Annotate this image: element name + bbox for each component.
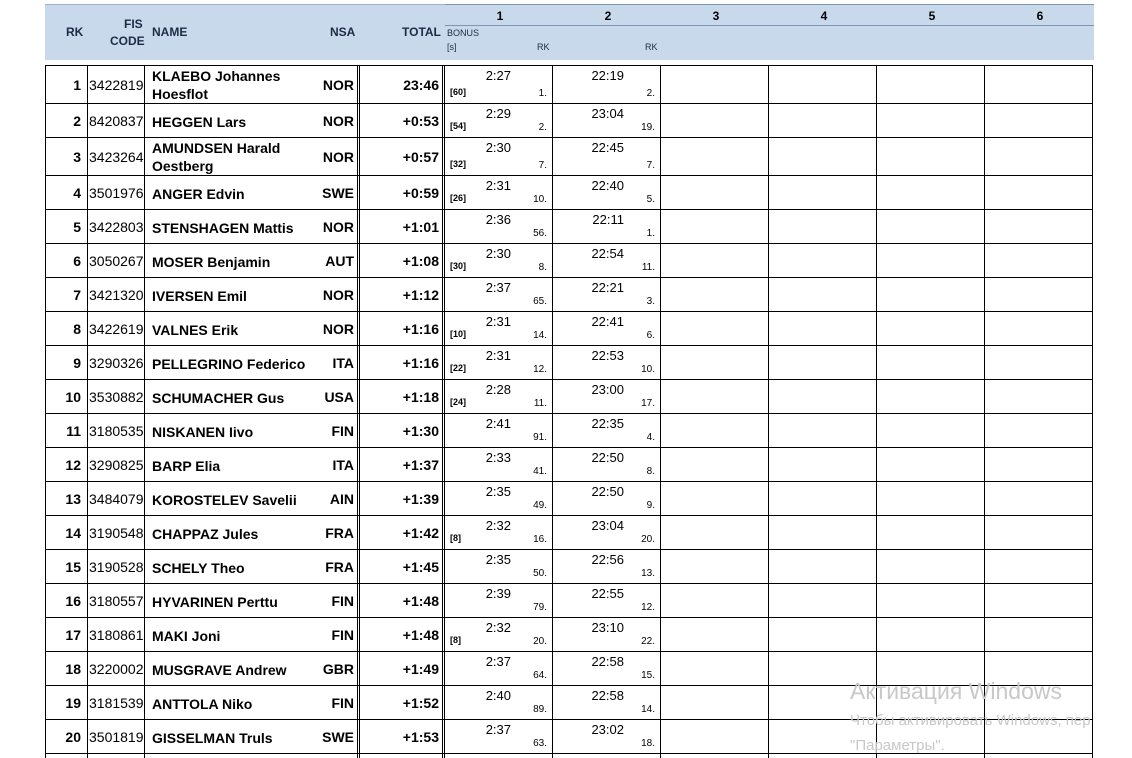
rank-cell: 18 (65, 661, 81, 677)
split1-time-cell: 2:40 (485, 688, 511, 703)
table-row (45, 244, 1093, 278)
split2-time-cell: 22:19 (591, 68, 624, 83)
split1-time-cell: 2:33 (485, 450, 511, 465)
split2-time-cell: 22:58 (591, 688, 624, 703)
athlete-name-cell: VALNES Erik (152, 322, 239, 338)
fis-code-cell: 3180535 (89, 423, 144, 439)
athlete-name-cell: ANTTOLA Niko (152, 696, 253, 712)
table-row (45, 584, 1093, 618)
fis-code-cell: 3181539 (89, 695, 144, 711)
split1-rank-cell: 79. (533, 602, 547, 613)
rank-cell: 3 (73, 149, 81, 165)
split2-rank-cell: 1. (646, 228, 655, 239)
header-col-6: 6 (1036, 9, 1044, 23)
split2-rank-cell: 4. (646, 432, 655, 443)
split2-time-cell: 22:11 (592, 212, 624, 227)
header-fis-line2: CODE (110, 34, 145, 48)
bonus-cell: [54] (450, 121, 467, 131)
athlete-name-cell: PELLEGRINO Federico (152, 356, 306, 372)
bonus-cell: [60] (450, 87, 467, 97)
bonus-cell: [30] (450, 261, 467, 271)
split2-time-cell: 23:04 (591, 106, 624, 121)
split2-rank-cell: 6. (646, 330, 655, 341)
fis-code-cell: 3190528 (89, 559, 144, 575)
table-row (45, 550, 1093, 584)
header-separator (445, 25, 1094, 26)
split1-rank-cell: 2. (538, 122, 547, 133)
table-row (45, 414, 1093, 448)
rank-cell: 7 (73, 287, 81, 303)
split2-time-cell: 22:35 (591, 416, 624, 431)
athlete-name-cell: KOROSTELEV Savelii (152, 492, 297, 508)
split1-time-cell: 2:27 (485, 68, 511, 83)
rank-cell: 2 (73, 113, 81, 129)
header-col-1: 1 (496, 9, 504, 23)
athlete-name-cell: HYVARINEN Perttu (152, 594, 278, 610)
split2-rank-cell: 9. (646, 500, 655, 511)
split1-rank-cell: 20. (533, 636, 547, 647)
split2-time-cell: 22:56 (591, 552, 624, 567)
table-row (45, 346, 1093, 380)
split1-rank-cell: 12. (533, 364, 547, 375)
split1-time-cell: 2:28 (485, 382, 511, 397)
fis-code-cell: 3220002 (89, 661, 144, 677)
split2-time-cell: 23:10 (591, 620, 624, 635)
nation-cell: NOR (322, 149, 354, 165)
split1-rank-cell: 63. (533, 738, 547, 749)
nation-cell: FRA (325, 559, 354, 575)
split1-time-cell: 2:31 (485, 314, 511, 329)
fis-code-cell: 3422803 (89, 219, 144, 235)
athlete-name-cell: IVERSEN Emil (152, 288, 247, 304)
split2-rank-cell: 12. (641, 602, 655, 613)
header-top-rule (445, 4, 1094, 5)
split1-rank-cell: 91. (533, 432, 547, 443)
header-col-4: 4 (820, 9, 828, 23)
split1-rank-cell: 10. (533, 194, 547, 205)
header-rk: RK (66, 25, 84, 39)
total-time-cell: +0:57 (402, 149, 439, 165)
athlete-name-cell: ANGER Edvin (152, 186, 245, 202)
split1-time-cell: 2:35 (485, 484, 511, 499)
rank-cell: 1 (73, 77, 81, 93)
rank-cell: 12 (65, 457, 81, 473)
athlete-name-cell: MUSGRAVE Andrew (152, 662, 287, 678)
watermark-title: Активация Windows (850, 678, 1062, 704)
nation-cell: SWE (322, 185, 354, 201)
athlete-name-cell: NISKANEN Iivo (152, 424, 254, 440)
bonus-cell: [8] (450, 635, 461, 645)
header-col-2: 2 (604, 9, 612, 23)
split1-rank-cell: 11. (533, 398, 547, 409)
header-col-3: 3 (712, 9, 720, 23)
nation-cell: NOR (322, 287, 354, 303)
split2-time-cell: 22:41 (591, 314, 624, 329)
table-row (45, 312, 1093, 346)
fis-code-cell: 3501819 (89, 729, 144, 745)
total-time-cell: +0:59 (402, 185, 439, 201)
split2-time-cell: 22:50 (591, 484, 624, 499)
split2-time-cell: 23:00 (591, 382, 624, 397)
fis-code-cell: 3422819 (89, 77, 144, 93)
total-time-cell: +1:48 (402, 593, 439, 609)
split2-rank-cell: 2. (646, 88, 655, 99)
total-time-cell: +1:49 (402, 661, 439, 677)
split1-rank-cell: 89. (533, 704, 547, 715)
nation-cell: FIN (331, 593, 354, 609)
total-time-cell: +1:52 (402, 695, 439, 711)
athlete-name-cell: CHAPPAZ Jules (152, 526, 259, 542)
rank-cell: 20 (65, 729, 81, 745)
bonus-cell: [26] (450, 193, 467, 203)
split1-rank-cell: 50. (533, 568, 547, 579)
total-time-cell: +1:42 (402, 525, 439, 541)
total-time-cell: +1:08 (402, 253, 439, 269)
bonus-cell: [22] (450, 363, 467, 373)
nation-cell: NOR (322, 113, 354, 129)
nation-cell: FRA (325, 525, 354, 541)
athlete-name-cell: MAKI Joni (152, 628, 221, 644)
table-row (45, 516, 1093, 550)
split2-time-cell: 23:02 (591, 722, 624, 737)
table-row (45, 138, 1093, 176)
split1-time-cell: 2:39 (485, 586, 511, 601)
split1-rank-cell: 56. (533, 228, 547, 239)
split2-time-cell: 22:21 (591, 280, 624, 295)
bonus-cell: [24] (450, 397, 467, 407)
split2-time-cell: 22:54 (591, 246, 624, 261)
fis-code-cell: 3484079 (89, 491, 144, 507)
split1-time-cell: 2:37 (485, 280, 511, 295)
bonus-cell: [10] (450, 329, 467, 339)
nation-cell: AUT (325, 253, 354, 269)
nation-cell: FIN (331, 627, 354, 643)
fis-code-cell: 3180861 (89, 627, 144, 643)
nation-cell: NOR (322, 219, 354, 235)
split2-rank-cell: 11. (641, 262, 655, 273)
nation-cell: ITA (332, 355, 354, 371)
fis-code-cell: 8420837 (89, 113, 144, 129)
split1-time-cell: 2:30 (485, 246, 511, 261)
athlete-name-cell: HEGGEN Lars (152, 114, 247, 130)
split1-rank-cell: 64. (533, 670, 547, 681)
split1-time-cell: 2:31 (485, 178, 511, 193)
nation-cell: FIN (331, 695, 354, 711)
table-row (45, 66, 1093, 104)
header-name: NAME (152, 25, 188, 39)
split2-time-cell: 23:04 (591, 518, 624, 533)
fis-code-cell: 3190548 (89, 525, 144, 541)
bonus-cell: [8] (450, 533, 461, 543)
total-time-cell: +1:12 (402, 287, 439, 303)
table-row (45, 176, 1093, 210)
split2-rank-cell: 22. (641, 636, 655, 647)
athlete-name-cell: BARP Elia (152, 458, 221, 474)
rank-cell: 19 (65, 695, 81, 711)
bonus-cell: [32] (450, 159, 467, 169)
total-time-cell: +1:39 (402, 491, 439, 507)
nation-cell: NOR (322, 321, 354, 337)
watermark-line1: Чтобы активировать Windows, пер (850, 712, 1091, 729)
nation-cell: NOR (322, 77, 354, 93)
split1-rank-cell: 8. (538, 262, 547, 273)
split1-time-cell: 2:32 (485, 518, 511, 533)
total-time-cell: +1:16 (402, 355, 439, 371)
fis-code-cell: 3050267 (89, 253, 144, 269)
rank-cell: 11 (66, 423, 81, 439)
split1-rank-cell: 65. (533, 296, 547, 307)
split2-rank-cell: 18. (641, 738, 655, 749)
split1-time-cell: 2:41 (485, 416, 511, 431)
header-bonus: BONUS (447, 28, 480, 38)
fis-code-cell: 3180557 (89, 593, 144, 609)
split2-rank-cell: 5. (646, 194, 655, 205)
rank-cell: 9 (73, 355, 81, 371)
header-bonus-unit: [s] (447, 42, 457, 52)
fis-code-cell: 3530882 (89, 389, 144, 405)
split1-rank-cell: 7. (538, 160, 547, 171)
split1-rank-cell: 16. (533, 534, 547, 545)
split1-rank-cell: 14. (533, 330, 547, 341)
fis-code-cell: 3423264 (89, 149, 144, 165)
split2-rank-cell: 15. (641, 670, 655, 681)
split1-time-cell: 2:37 (485, 722, 511, 737)
split2-time-cell: 22:55 (591, 586, 624, 601)
athlete-name-cell: GISSELMAN Truls (152, 730, 273, 746)
split2-rank-cell: 10. (641, 364, 655, 375)
total-time-cell: +1:16 (402, 321, 439, 337)
athlete-name-cell: MOSER Benjamin (152, 254, 271, 270)
header-rk-sub2: RK (645, 42, 658, 52)
rank-cell: 5 (73, 219, 81, 235)
nation-cell: FIN (331, 423, 354, 439)
table-row (45, 210, 1093, 244)
athlete-name-cell: STENSHAGEN Mattis (152, 220, 294, 236)
header-col-5: 5 (928, 9, 936, 23)
split2-rank-cell: 20. (641, 534, 655, 545)
fis-code-cell: 3290326 (89, 355, 144, 371)
split2-time-cell: 22:58 (591, 654, 624, 669)
table-row (45, 618, 1093, 652)
split2-rank-cell: 13. (641, 568, 655, 579)
nation-cell: AIN (329, 491, 354, 507)
split2-time-cell: 22:53 (591, 348, 624, 363)
total-time-cell: +1:53 (402, 729, 439, 745)
total-time-cell: +1:48 (402, 627, 439, 643)
table-row (45, 278, 1093, 312)
total-time-cell: +1:01 (402, 219, 439, 235)
athlete-name-cell: SCHELY Theo (152, 560, 245, 576)
rank-cell: 17 (65, 627, 81, 643)
split2-rank-cell: 19. (641, 122, 655, 133)
athlete-name-cell: KLAEBO Johannes Hoesflot (152, 68, 281, 102)
table-row (45, 482, 1093, 516)
header-total: TOTAL (402, 25, 441, 39)
rank-cell: 8 (73, 321, 81, 337)
split2-rank-cell: 14. (641, 704, 655, 715)
split1-rank-cell: 49. (533, 500, 547, 511)
nation-cell: ITA (332, 457, 354, 473)
header-fis-line1: FIS (124, 17, 143, 31)
table-row (45, 448, 1093, 482)
split1-time-cell: 2:32 (485, 620, 511, 635)
split1-time-cell: 2:37 (485, 654, 511, 669)
split2-rank-cell: 17. (641, 398, 655, 409)
total-time-cell: +1:18 (402, 389, 439, 405)
nation-cell: SWE (322, 729, 354, 745)
watermark-line2: "Параметры". (850, 737, 945, 754)
split2-time-cell: 22:40 (591, 178, 624, 193)
total-time-cell: 23:46 (403, 77, 439, 93)
total-time-cell: +1:30 (402, 423, 439, 439)
athlete-name-cell: SCHUMACHER Gus (152, 390, 285, 406)
split2-time-cell: 22:50 (591, 450, 624, 465)
athlete-name-cell: AMUNDSEN Harald Oestberg (152, 140, 281, 174)
rank-cell: 6 (73, 253, 81, 269)
rank-cell: 13 (65, 491, 81, 507)
rank-cell: 16 (65, 593, 81, 609)
split2-rank-cell: 8. (646, 466, 655, 477)
fis-code-cell: 3422619 (89, 321, 144, 337)
table-row (45, 380, 1093, 414)
split1-rank-cell: 41. (533, 466, 547, 477)
split2-time-cell: 22:45 (591, 140, 624, 155)
split1-time-cell: 2:35 (485, 552, 511, 567)
header-rk-sub1: RK (537, 42, 550, 52)
nation-cell: USA (324, 389, 354, 405)
split1-time-cell: 2:30 (485, 140, 511, 155)
table-row (45, 104, 1093, 138)
rank-cell: 4 (73, 185, 81, 201)
total-time-cell: +1:45 (402, 559, 439, 575)
nation-cell: GBR (322, 661, 354, 677)
split1-time-cell: 2:36 (485, 212, 511, 227)
fis-code-cell: 3501976 (89, 185, 144, 201)
split1-rank-cell: 1. (538, 88, 547, 99)
header-nsa: NSA (330, 25, 356, 39)
rank-cell: 15 (65, 559, 81, 575)
fis-code-cell: 3290825 (89, 457, 144, 473)
split2-rank-cell: 3. (646, 296, 655, 307)
split1-time-cell: 2:29 (485, 106, 511, 121)
split1-time-cell: 2:31 (485, 348, 511, 363)
rank-cell: 14 (65, 525, 81, 541)
rank-cell: 10 (65, 389, 81, 405)
total-time-cell: +1:37 (402, 457, 439, 473)
fis-code-cell: 3421320 (89, 287, 144, 303)
total-time-cell: +0:53 (402, 113, 439, 129)
split2-rank-cell: 7. (646, 160, 655, 171)
